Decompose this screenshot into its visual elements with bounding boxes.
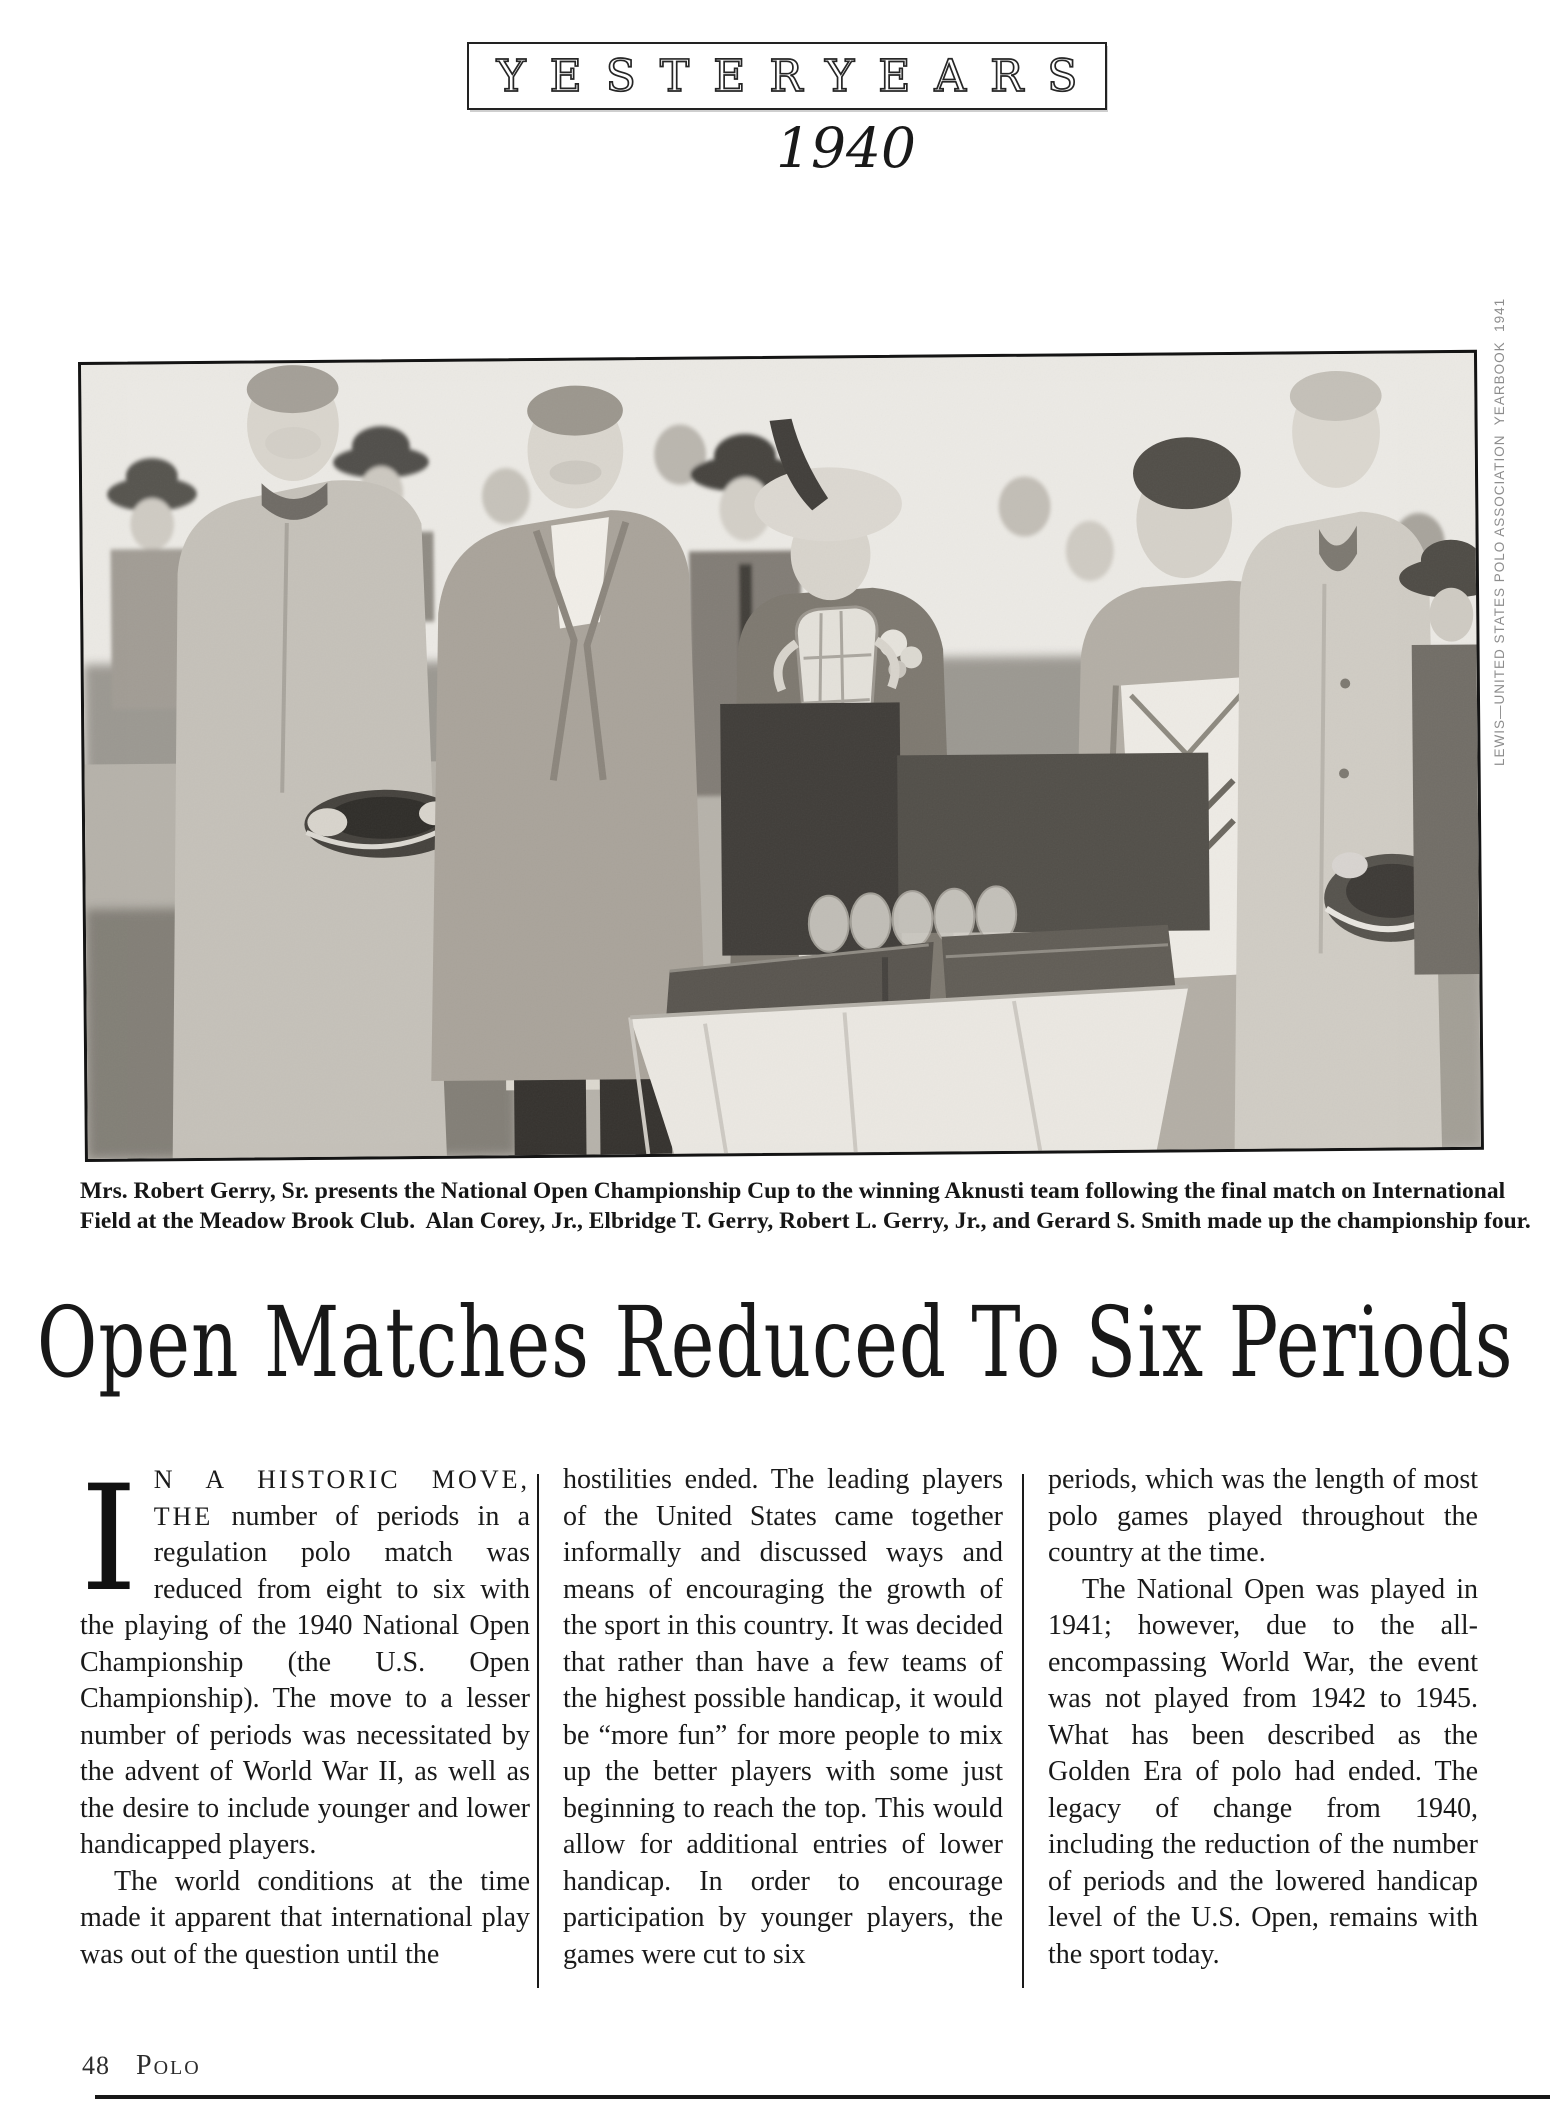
paragraph: hostilities ended. The leading players of the United States came together informally and discussed ways and means of encouraging the growth of the sport in this country. It was decided that rather than have a few teams of the highest possible handicap, it would be “more fun” for more people to mix up the better players with some just beginning to reach the top. This would allow for additional entries of lower handicap. In order to encourage participation by younger players, the games were cut to six — [563, 1464, 1003, 1970]
paragraph: The world conditions at the time made it apparent that international play was out of the question until the — [80, 1865, 530, 1970]
drop-cap: I — [80, 1454, 138, 1624]
article-column-1 — [80, 1454, 531, 1973]
opening-caps: N A HISTORIC MOVE, THE — [153, 1465, 530, 1531]
photo-credit: LEWIS—UNITED STATES POLO ASSOCIATION YEARBOOK 1941 — [1492, 297, 1507, 766]
bottom-edge-rule — [95, 2095, 1550, 2099]
opening-paragraph — [80, 1454, 531, 1864]
page-footer — [82, 2050, 201, 2082]
column-rule-2 — [1022, 1474, 1024, 1988]
caption-line-2: Field at the Meadow Brook Club. Alan Corey, Jr., Elbridge T. Gerry, Robert L. Gerry, Jr., and Gerard S. Smith made up the championship four. — [80, 1208, 1531, 1234]
headline-wrap — [0, 1285, 1550, 1414]
yesteryears-banner-box — [467, 42, 1107, 110]
caption-line-1: Mrs. Robert Gerry, Sr. presents the National Open Championship Cup to the winning Aknusti team following the final match on International — [80, 1178, 1506, 1204]
banner-title: YESTERYEARS — [496, 50, 1102, 102]
article-column-2 — [563, 1462, 1003, 1973]
opening-text: number of periods in a regulation polo match was reduced from eight to six with the playing of the 1940 National Open Championship (the U.S. Open Championship). The move to a lesser number of periods was necessitated by the advent of World War II, as well as the desire to include younger and lower handicapped players. — [80, 1500, 531, 1860]
paragraph: The National Open was played in 1941; however, due to the all-encompassing World War, the event was not played from 1942 to 1945. What has been described as the Golden Era of polo had ended. The legacy of change from 1940, including the reduction of the number of periods and the lowered handicap level of the U.S. Open, remains with the sport today. — [1048, 1573, 1478, 1970]
film-grain-overlay — [81, 353, 1481, 1159]
article-headline: Open Matches Reduced To Six Periods — [36, 1285, 1514, 1399]
photo-illustration — [81, 353, 1481, 1159]
article-column-3 — [1048, 1462, 1478, 1973]
paragraph: periods, which was the length of most polo games played throughout the country at the time. — [1048, 1464, 1478, 1568]
photo-caption — [80, 1176, 1531, 1236]
photo-frame — [78, 350, 1484, 1162]
column-rule-1 — [537, 1474, 539, 1988]
page-number: 48 — [82, 2051, 110, 2080]
magazine-title: Polo — [136, 2050, 201, 2081]
article-body — [80, 1454, 1478, 2007]
year-label: 1940 — [776, 116, 916, 180]
